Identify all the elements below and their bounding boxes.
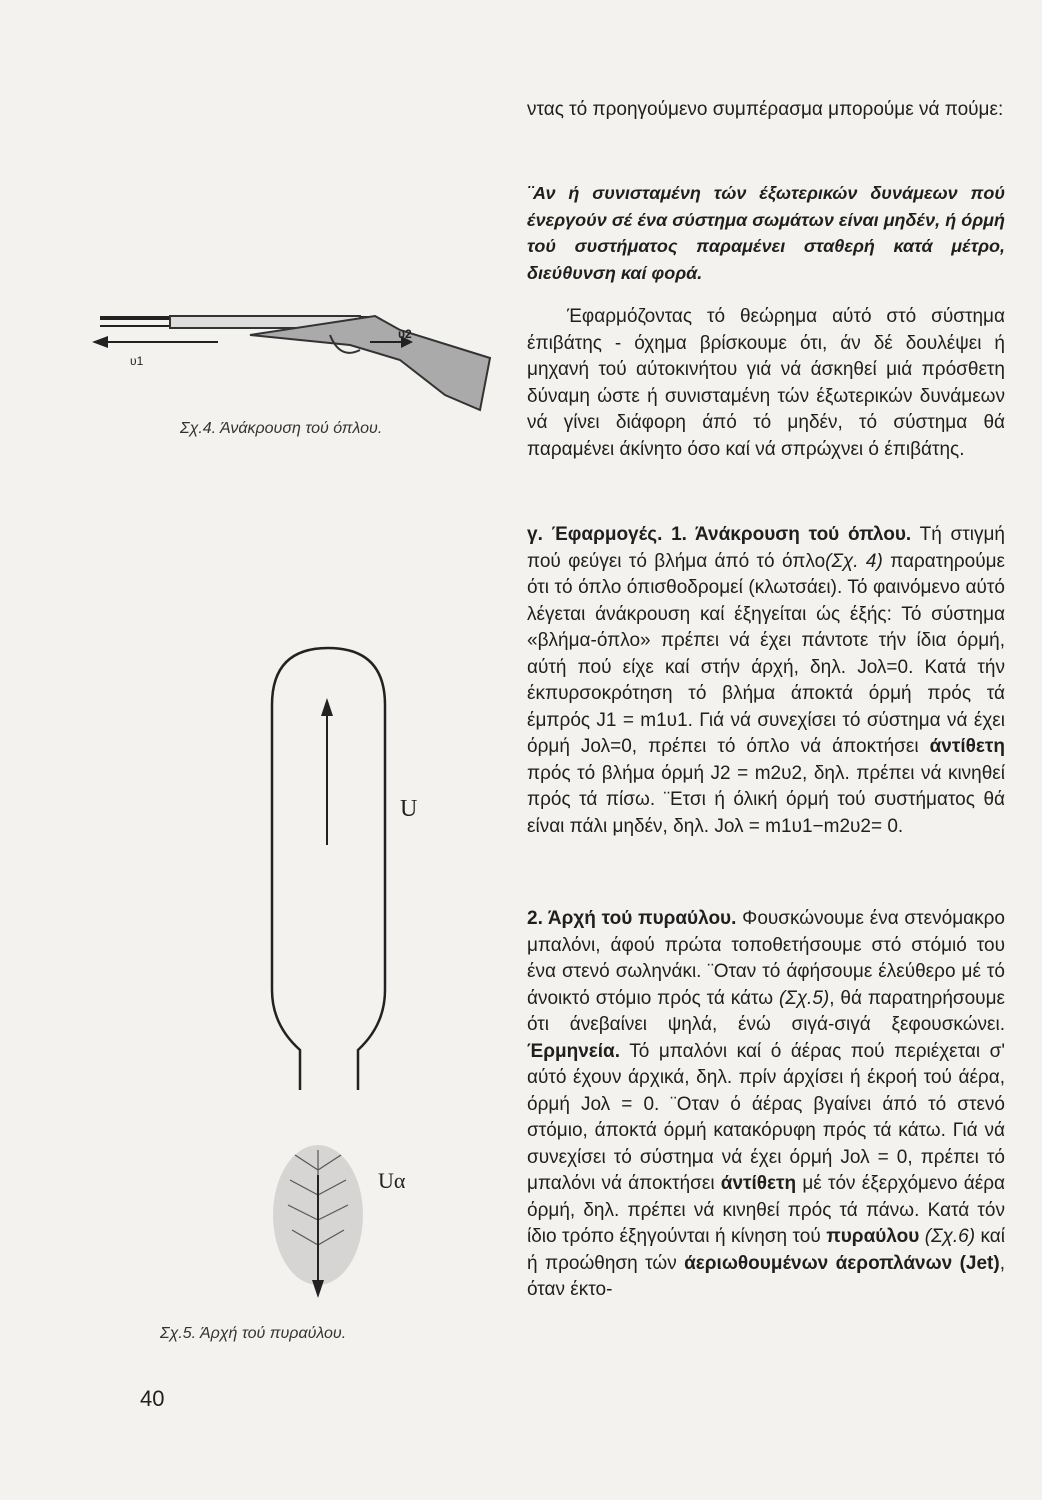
- section-rocket-text-4: μέ τόν έξερχόμενο άέρα όρμή, δηλ. πρέπει νά κινηθεί πρός τά πάνω. Κατά τόν ίδιο τρόπο έξηγούνται ή κίνηση τού: [527, 1173, 1005, 1247]
- section-rocket-ref-2: (Σχ.6): [924, 1226, 976, 1247]
- section-recoil-ref: (Σχ. 4): [825, 550, 883, 572]
- section-recoil: [527, 522, 1005, 840]
- section-recoil-emph: άντίθετη: [929, 736, 1005, 757]
- page-number: 40: [140, 1386, 165, 1411]
- application-paragraph: Έφαρμόζοντας τό θεώρημα αύτό στό σύστημα έπιβάτης - όχημα βρίσκουμε ότι, άν δέ δουλέψει ή μηχανή τού αύτοκινήτου γιά νά άσκηθεί μιά πρόσθετη δύναμη ώστε ή συνισταμένη τών έξωτερικών δυνάμεων νά γίνει διάφορη άπό τό μηδέν, τό σύστημα θά παραμένει άκίνητο όσο καί νά σπρώχνει ό έπιβάτης.: [527, 306, 1005, 460]
- fig5-caption: Σχ.5. Άρχή τού πυραύλου.: [160, 1325, 347, 1342]
- intro-paragraph: ντας τό προηγούμενο συμπέρασμα μπορούμε νά πούμε:: [527, 99, 1004, 120]
- section-rocket-text-2: , θά παρατηρήσουμε ότι άνεβαίνει ψηλά, ένώ σιγά-σιγά ξεφουσκώνει.: [527, 987, 1005, 1035]
- section-rocket-text-5: καί ή προώθηση τών: [527, 1226, 1005, 1274]
- section-rocket-text-3: Τό μπαλόνι καί ό άέρας πού περιέχεται σ' αύτό έχουν άρχικά, δηλ. πρίν άρχίσει ή έκροή τού άέρα, όρμή Jολ = 0. ¨Οταν ό άέρας βγαίνει άπό τό στενό στόμιο, άποκτά όρμή κατακόρυφη πρός τά κάτω. Γιά νά συνεχίσει τό σύστημα νά έχει όρμή Jολ = 0, πρέπει τό μπαλόνι νά άποκτήσει: [527, 1040, 1005, 1194]
- rocket-term: πυραύλου: [826, 1226, 920, 1247]
- fig5-u-label: U: [400, 796, 418, 822]
- section-recoil-text-1: Τή στιγμή πού φεύγει τό βλήμα άπό τό όπλο: [527, 524, 1005, 572]
- fig4-u2-label: υ2: [398, 327, 412, 341]
- theorem-statement: ¨Αν ή συνισταμένη τών έξωτερικών δυνάμεων πού ένεργούν σέ ένα σύστημα σωμάτων είναι μηδέν, ή όρμή τού συστήματος παραμένει σταθερή κατά μέτρο, διεύθυνση καί φορά.: [527, 183, 1005, 283]
- fig4-u1-label: υ1: [130, 354, 144, 368]
- section-recoil-heading: γ. Έφαρμογές. 1. Άνάκρουση τού όπλου.: [527, 524, 912, 545]
- fig4-caption: Σχ.4. Άνάκρουση τού όπλου.: [180, 420, 383, 437]
- rifle-drawing: [100, 316, 490, 410]
- section-rocket-emph: άντίθετη: [720, 1173, 797, 1194]
- recoil-arrow-u1: [92, 336, 218, 348]
- interpretation-label: Έρμηνεία.: [527, 1040, 621, 1062]
- balloon-arrow-up: [321, 698, 333, 845]
- fig5-ua-label: Uα: [378, 1168, 406, 1193]
- section-rocket-text-1: Φουσκώνουμε ένα στενόμακρο μπαλόνι, άφού πρώτα τοποθετήσουμε στό στόμιό του ένα στενό σωληνάκι. ¨Οταν τό άφήσουμε έλεύθερο μέ τό άνοικτό στόμιο πρός τά κάτω: [527, 908, 1005, 1009]
- section-recoil-text-2: παρατηρούμε ότι τό όπλο όπισθοδρομεί (κλωτσάει). Τό φαινόμενο αύτό λέγεται άνάκρουση καί έξηγείται ώς έξής: Τό σύστημα «βλήμα-όπλο» πρέπει νά έχει πάντοτε τήν ίδια όρμή, αύτή πού είχε καί στήν άρχή, δηλ. Jολ=0. Κατά τήν έκπυρσοκρότηση τό βλήμα άποκτά όρμή πρός τά έμπρός J1 = m1υ1. Γιά νά συνεχίσει τό σύστημα νά έχει όρμή Jολ=0, πρέπει τό όπλο νά άποκτήσει: [527, 550, 1006, 757]
- section-rocket: [527, 906, 1005, 1304]
- jet-term: άεριωθουμένων άεροπλάνων (Jet): [684, 1252, 1000, 1274]
- section-rocket-text-6: , όταν έκτο-: [527, 1252, 1005, 1300]
- section-rocket-ref-1: (Σχ.5): [778, 987, 830, 1009]
- section-rocket-heading: 2. Άρχή τού πυραύλου.: [527, 908, 737, 929]
- section-recoil-text-3: πρός τό βλήμα όρμή J2 = m2υ2, δηλ. πρέπει νά κινηθεί πρός τά πίσω. ¨Ετσι ή όλική όρμή τού συστήματος θά είναι πάλι μηδέν, δηλ. Jολ = m1υ1−m2υ2= 0.: [527, 762, 1005, 837]
